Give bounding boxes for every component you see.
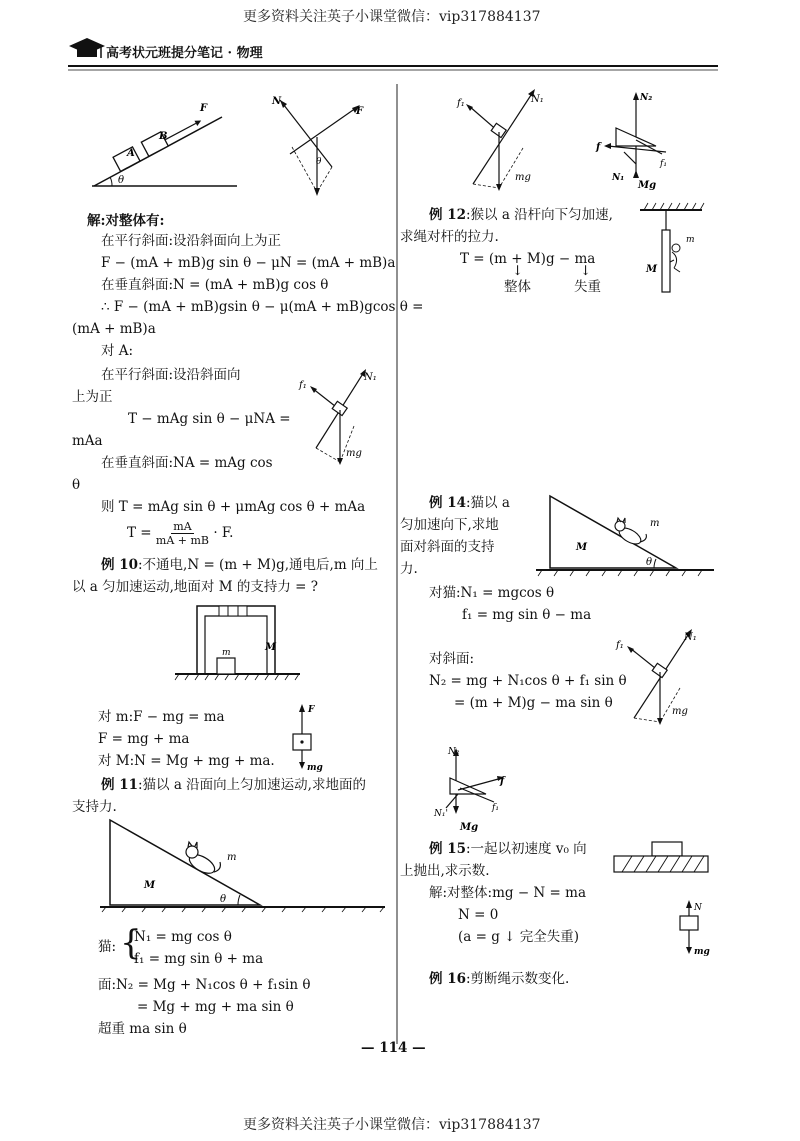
svg-text:θ: θ bbox=[316, 157, 322, 167]
svg-text:N₂: N₂ bbox=[448, 747, 460, 757]
svg-text:f₁: f₁ bbox=[616, 640, 624, 651]
line: T − mAg sin θ − μNA = bbox=[128, 411, 291, 427]
electromagnet-box-diagram bbox=[175, 602, 375, 682]
line: f₁ = mg sin θ − ma bbox=[462, 607, 592, 623]
svg-text:mg: mg bbox=[307, 763, 323, 773]
line: N = 0 bbox=[458, 907, 499, 923]
line: F − (mA + mB)g sin θ − μN = (mA + mB)a bbox=[101, 255, 396, 271]
force-diagram-cat bbox=[455, 88, 545, 198]
label-whole: 整体 bbox=[504, 279, 531, 295]
line: 在垂直斜面:NA = mAg cos bbox=[101, 455, 273, 471]
incline-cat-diagram bbox=[100, 812, 390, 922]
line: N₁ = mg cos θ bbox=[134, 929, 232, 945]
header-title: 高考状元班提分笔记 · 物理 bbox=[106, 46, 263, 61]
svg-text:N₂: N₂ bbox=[640, 93, 653, 103]
example-12-text: 求绳对杆的拉力. bbox=[400, 229, 499, 245]
svg-text:f: f bbox=[596, 142, 601, 153]
line: F = mg + ma bbox=[98, 731, 190, 747]
example-11-text: 支持力. bbox=[72, 799, 117, 815]
svg-text:m: m bbox=[686, 235, 695, 245]
example-15-title: 例 15:一起以初速度 v₀ 向 bbox=[429, 841, 587, 857]
svg-text:N₁: N₁ bbox=[364, 372, 377, 383]
force-diagram-a bbox=[298, 368, 378, 468]
cat-label: 猫: bbox=[98, 939, 117, 955]
tension-equation: T = (m + M)g − ma bbox=[460, 251, 596, 267]
line: = (m + M)g − ma sin θ bbox=[454, 695, 613, 711]
svg-text:F: F bbox=[200, 103, 208, 114]
example-10-text: 以 a 匀加速运动,地面对 M 的支持力 = ? bbox=[72, 579, 318, 595]
header bbox=[68, 36, 718, 72]
svg-text:mg: mg bbox=[694, 947, 710, 957]
svg-text:Mg: Mg bbox=[638, 180, 657, 191]
page-number: — 114 — bbox=[361, 1040, 426, 1056]
arrow-down-icon: ↓ bbox=[580, 263, 592, 279]
line: 对 M:N = Mg + mg + ma. bbox=[98, 753, 275, 769]
svg-text:f₁: f₁ bbox=[492, 803, 499, 813]
fraction-line: T = $\frac{mA}{mA + mB}$ · F. bbox=[127, 520, 234, 547]
graduation-cap-icon bbox=[68, 36, 106, 62]
svg-text:m: m bbox=[222, 648, 231, 658]
line: (a = g ↓ 完全失重) bbox=[458, 929, 580, 945]
watermark-bottom: 更多资料关注英子小课堂微信：vip317884137 bbox=[243, 1117, 541, 1133]
line: 对猫:N₁ = mgcos θ bbox=[429, 585, 555, 601]
example-12-title: 例 12:猴以 a 沿杆向下匀加速, bbox=[429, 207, 613, 223]
svg-text:f₁: f₁ bbox=[299, 380, 307, 391]
svg-text:mg: mg bbox=[346, 448, 362, 459]
svg-text:N₁: N₁ bbox=[612, 173, 625, 183]
example-15-text: 上抛出,求示数. bbox=[400, 863, 490, 879]
svg-text:A: A bbox=[127, 148, 135, 159]
svg-text:F: F bbox=[308, 705, 315, 715]
example-14-title: 例 14:猫以 a bbox=[429, 495, 510, 511]
line: f₁ = mg sin θ + ma bbox=[134, 951, 264, 967]
line: 匀加速向下,求地 bbox=[400, 517, 499, 533]
line: 对 m:F − mg = ma bbox=[98, 709, 225, 725]
header-rule bbox=[68, 65, 718, 71]
example-11-title: 例 11:猫以 a 沿面向上匀加速运动,求地面的 bbox=[101, 777, 366, 793]
svg-text:B: B bbox=[159, 131, 168, 142]
svg-text:M: M bbox=[265, 642, 277, 653]
line: 超重 ma sin θ bbox=[98, 1021, 187, 1037]
line: N₂ = mg + N₁cos θ + f₁ sin θ bbox=[429, 673, 627, 689]
arrow-down-icon: ↓ bbox=[512, 263, 524, 279]
monkey-icon bbox=[670, 244, 680, 272]
svg-text:m: m bbox=[227, 852, 237, 863]
line: 对 A: bbox=[101, 343, 134, 359]
line: = Mg + mg + ma sin θ bbox=[137, 999, 294, 1015]
svg-text:N₁: N₁ bbox=[531, 94, 544, 105]
label-lost: 失重 bbox=[574, 279, 601, 295]
svg-text:F: F bbox=[356, 106, 364, 117]
brace: { bbox=[120, 923, 142, 963]
incline-cat-down-diagram bbox=[536, 492, 721, 582]
example-16-title: 例 16:剪断绳示数变化. bbox=[429, 971, 570, 987]
svg-text:mg: mg bbox=[672, 706, 688, 717]
line: 对斜面: bbox=[429, 651, 475, 667]
svg-text:M: M bbox=[576, 542, 588, 553]
force-diagram-box bbox=[672, 900, 722, 960]
column-divider bbox=[396, 84, 398, 1044]
svg-text:θ: θ bbox=[646, 557, 653, 568]
svg-text:f₁: f₁ bbox=[660, 159, 667, 169]
line: 面:N₂ = Mg + N₁cos θ + f₁sin θ bbox=[98, 977, 311, 993]
line: 解:对整体:mg − N = ma bbox=[429, 885, 586, 901]
line: 则 T = mAg sin θ + μmAg cos θ + mAa bbox=[101, 499, 366, 515]
svg-text:N: N bbox=[694, 903, 702, 913]
svg-text:M: M bbox=[646, 264, 658, 275]
svg-text:f₁: f₁ bbox=[457, 98, 465, 109]
line: mAa bbox=[72, 433, 103, 449]
line: 面对斜面的支持 bbox=[400, 539, 495, 555]
line: (mA + mB)a bbox=[72, 321, 156, 337]
solve-title: 解:对整体有: bbox=[87, 213, 165, 229]
label-theta: θ bbox=[118, 175, 125, 186]
line: 上为正 bbox=[72, 389, 113, 405]
line: 在垂直斜面:N = (mA + mB)g cos θ bbox=[101, 277, 329, 293]
svg-text:m: m bbox=[650, 518, 660, 529]
monkey-pole-diagram bbox=[636, 200, 716, 300]
force-diagram-cat-down bbox=[616, 626, 706, 726]
svg-text:N₁': N₁' bbox=[434, 809, 448, 819]
svg-text:N: N bbox=[272, 96, 282, 107]
line: θ bbox=[72, 477, 81, 493]
incline-ab-diagram bbox=[92, 103, 242, 193]
svg-text:N₁: N₁ bbox=[684, 632, 697, 643]
svg-text:Mg: Mg bbox=[460, 822, 479, 833]
force-diagram-m bbox=[285, 700, 335, 773]
svg-text:θ: θ bbox=[220, 894, 227, 905]
force-diagram-incline bbox=[596, 88, 686, 198]
watermark-top: 更多资料关注英子小课堂微信：vip317884137 bbox=[243, 9, 541, 25]
example-10-title: 例 10:不通电,N = (m + M)g,通电后,m 向上 bbox=[101, 557, 378, 573]
scale-box-diagram bbox=[612, 838, 712, 878]
line: 在平行斜面:设沿斜面向上为正 bbox=[101, 233, 282, 249]
line: ∴ F − (mA + mB)gsin θ − μ(mA + mB)gcos θ = bbox=[101, 299, 424, 315]
line: 力. bbox=[400, 561, 418, 577]
svg-text:M: M bbox=[144, 880, 156, 891]
force-diagram-incline-14 bbox=[430, 744, 510, 834]
force-diagram-whole bbox=[270, 92, 380, 202]
svg-text:mg: mg bbox=[515, 172, 531, 183]
line: 在平行斜面:设沿斜面向 bbox=[101, 367, 241, 383]
svg-text:f: f bbox=[500, 776, 505, 787]
